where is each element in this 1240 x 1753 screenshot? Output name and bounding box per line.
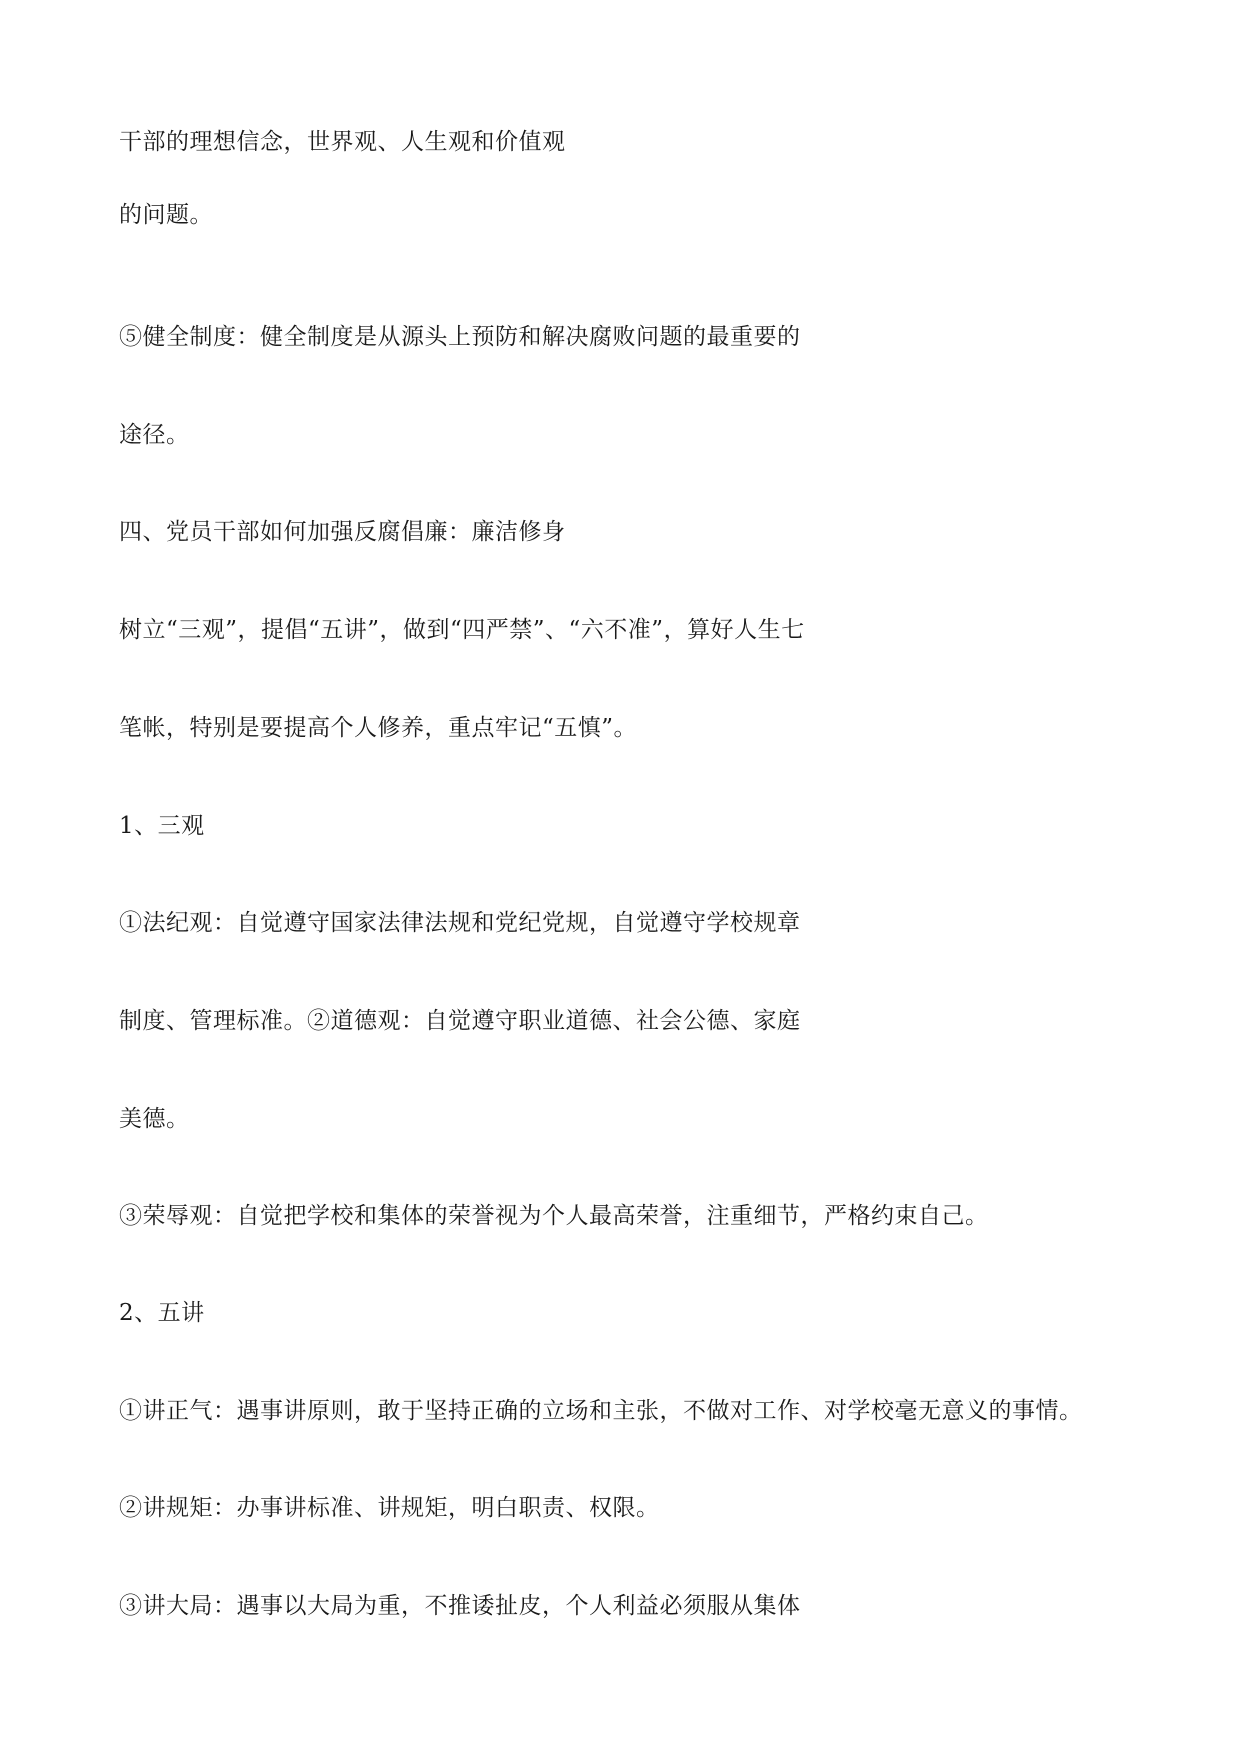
text-line: ①法纪观：自觉遵守国家法律法规和党纪党规，自觉遵守学校规章 [119,910,801,936]
text-line: 干部的理想信念，世界观、人生观和价值观 [119,129,566,155]
text-line: 的问题。 [119,202,213,228]
subsection-heading: 1、三观 [119,813,205,839]
subsection-heading: 2、五讲 [119,1300,205,1326]
text-line: 美德。 [119,1106,190,1132]
text-line: 途径。 [119,422,190,448]
text-line: ②讲规矩：办事讲标准、讲规矩，明白职责、权限。 [119,1495,660,1521]
text-line: 树立“三观”，提倡“五讲”，做到“四严禁”、“六不准”，算好人生七 [119,617,805,643]
text-line: ③荣辱观：自觉把学校和集体的荣誉视为个人最高荣誉，注重细节，严格约束自己。 [119,1203,989,1229]
text-line: ③讲大局：遇事以大局为重，不推诿扯皮，个人利益必须服从集体 [119,1593,801,1619]
text-line: ⑤健全制度：健全制度是从源头上预防和解决腐败问题的最重要的 [119,324,801,350]
section-heading: 四、党员干部如何加强反腐倡廉：廉洁修身 [119,519,566,545]
text-line: 笔帐，特别是要提高个人修养，重点牢记“五慎”。 [119,715,638,741]
text-line: ①讲正气：遇事讲原则，敢于坚持正确的立场和主张，不做对工作、对学校毫无意义的事情。 [119,1398,1083,1424]
text-line: 制度、管理标准。②道德观：自觉遵守职业道德、社会公德、家庭 [119,1008,801,1034]
